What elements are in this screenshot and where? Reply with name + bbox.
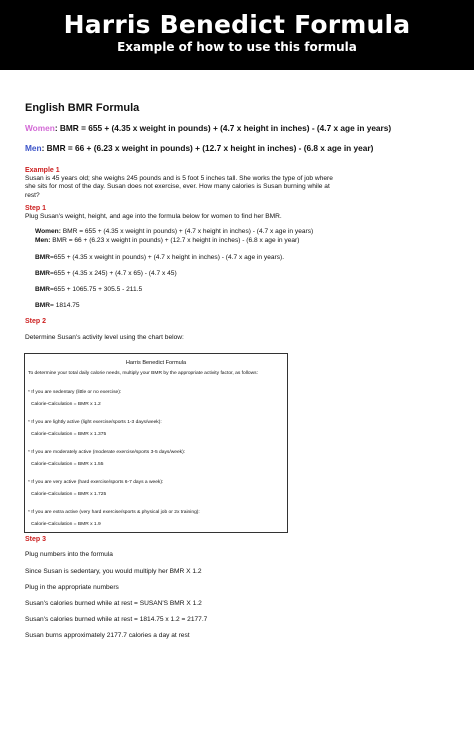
men-formula: [25, 143, 373, 153]
activity-level-desc: * If you are lightly active (light exercise/sports 1-3 days/week):: [28, 420, 162, 425]
header-banner: [0, 0, 474, 70]
activity-level-calc: Calorie-Calculation = BMR x 1.55: [31, 462, 104, 467]
step2-heading: Step 2: [25, 318, 47, 325]
step1-heading: Step 1: [25, 205, 47, 212]
bmr-calc-text: =655 + 1065.75 + 305.5 - 211.5: [50, 286, 143, 293]
bmr-calc-text: = 1814.75: [50, 302, 80, 309]
activity-chart-title: Harris Benedict Formula: [125, 360, 187, 366]
example-text: Susan is 45 years old; she weighs 245 pounds and is 5 foot 5 inches tall. She works the type of job where she sits for most of the day. Susan does not exercise, ever. How many calories is Susan burning while at rest?: [25, 175, 333, 199]
activity-level-calc: Calorie-Calculation = BMR x 1.2: [31, 402, 101, 407]
bmr-calc-label: BMR: [35, 302, 51, 309]
activity-level-desc: * If you are very active (hard exercise/sports 6-7 days a week):: [28, 480, 164, 485]
step3-line: Susan burns approximately 2177.7 calories a day at rest: [25, 632, 190, 639]
bmr-calc-line: [35, 270, 177, 277]
step3-heading: Step 3: [25, 536, 47, 543]
women-label: Women: [25, 123, 55, 133]
bmr-calc-label: BMR: [35, 254, 51, 261]
women-formula-text: : BMR = 655 + (4.35 x weight in pounds) + (4.7 x height in inches) - (4.7 x age in years): [54, 123, 392, 133]
section-title: English BMR Formula: [25, 102, 140, 114]
step3-line: Susan's calories burned while at rest = SUSAN'S BMR X 1.2: [25, 600, 202, 607]
activity-level-calc: Calorie-Calculation = BMR x 1.9: [31, 522, 101, 527]
bmr-calc-text: =655 + (4.35 x 245) + (4.7 x 65) - (4.7 x 45): [50, 270, 177, 277]
activity-chart-intro: To determine your total daily calorie needs, multiply your BMR by the appropriate activity factor, as follows:: [28, 371, 258, 376]
step1-men-text: BMR = 66 + (6.23 x weight in pounds) + (12.7 x height in inches) - (6.8 x age in year): [50, 237, 300, 244]
bmr-calc-line: [35, 286, 142, 293]
step2-intro: Determine Susan's activity level using the chart below:: [25, 334, 184, 341]
step1-women-label: Women:: [35, 228, 61, 235]
step1-women-formula: [35, 228, 313, 235]
activity-level-desc: * If you are extra active (very hard exercise/sports & physical job or 2x training):: [28, 510, 200, 515]
bmr-calc-text: =655 + (4.35 x weight in pounds) + (4.7 x height in inches) - (4.7 x age in years).: [50, 254, 285, 261]
example-heading: Example 1: [25, 167, 60, 174]
page-subtitle: Example of how to use this formula: [117, 40, 357, 54]
activity-chart-box: [24, 353, 288, 533]
women-formula: [25, 123, 391, 133]
step1-women-text: BMR = 655 + (4.35 x weight in pounds) + (4.7 x height in inches) - (4.7 x age in years): [60, 228, 314, 235]
activity-level-desc: * If you are sedentary (little or no exercise):: [28, 390, 122, 395]
activity-level-desc: * If you are moderately active (moderate exercise/sports 3-5 days/week):: [28, 450, 186, 455]
men-label: Men: [25, 143, 42, 153]
activity-level-calc: Calorie-Calculation = BMR x 1.725: [31, 492, 107, 497]
step1-men-formula: [35, 237, 299, 244]
activity-level-calc: Calorie-Calculation = BMR x 1.375: [31, 432, 107, 437]
men-formula-text: : BMR = 66 + (6.23 x weight in pounds) + (12.7 x height in inches) - (6.8 x age in year): [41, 143, 374, 153]
bmr-calc-label: BMR: [35, 286, 51, 293]
step1-men-label: Men:: [35, 237, 51, 244]
bmr-calc-line: [35, 302, 80, 309]
step3-line: Since Susan is sedentary, you would multiply her BMR X 1.2: [25, 568, 202, 575]
page-title: Harris Benedict Formula: [63, 10, 411, 39]
step1-intro: Plug Susan's weight, height, and age into the formula below for women to find her BMR.: [25, 213, 282, 220]
step3-line: Plug in the appropriate numbers: [25, 584, 119, 591]
step3-line: Susan's calories burned while at rest = 1814.75 x 1.2 = 2177.7: [25, 616, 208, 623]
step3-line: Plug numbers into the formula: [25, 551, 113, 558]
bmr-calc-label: BMR: [35, 270, 51, 277]
bmr-calc-line: [35, 254, 284, 261]
